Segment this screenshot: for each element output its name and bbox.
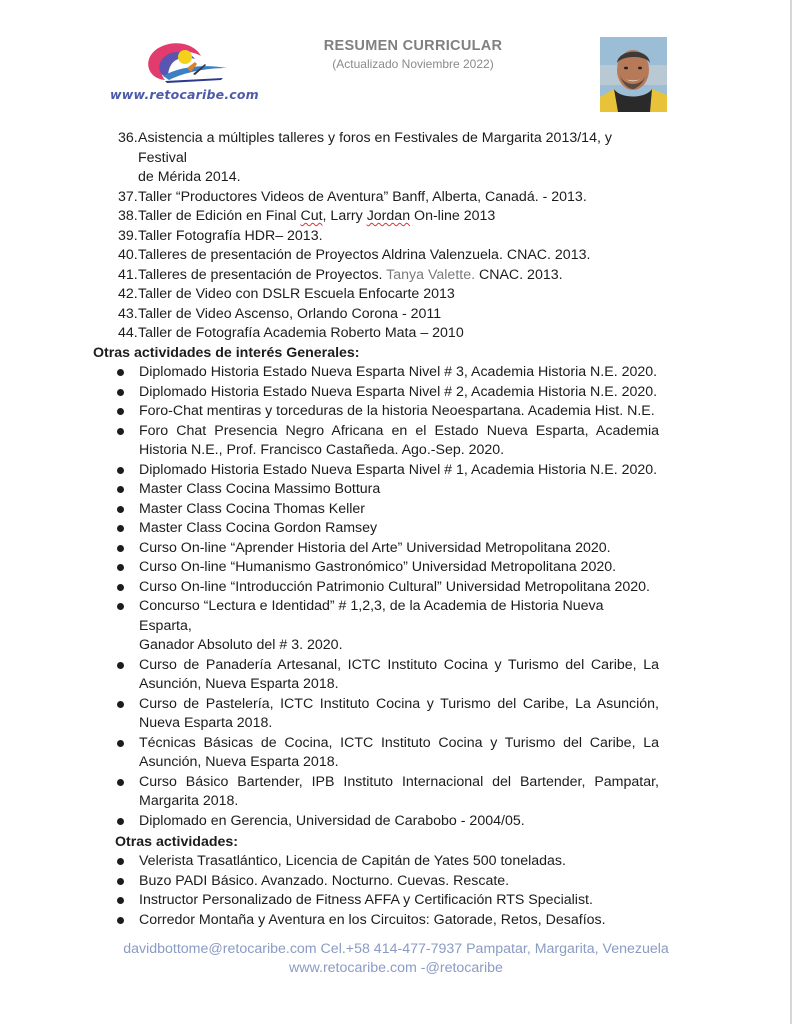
bullet-icon (117, 701, 124, 708)
list-item: 43. Taller de Video Ascenso, Orlando Corona - 2011 (118, 305, 442, 322)
list-item: Master Class Cocina Thomas Keller (115, 500, 659, 520)
list-item: Foro-Chat mentiras y torceduras de la historia Neoespartana. Academia Hist. N.E. (115, 402, 659, 422)
other-activities-list (115, 852, 659, 930)
list-item: Velerista Trasatlántico, Licencia de Capitán de Yates 500 toneladas. (115, 852, 659, 872)
bullet-icon (117, 545, 124, 552)
list-item: Técnicas Básicas de Cocina, ICTC Instituto Cocina y Turismo del Caribe, La Asunción, Nueva Esparta 2018. (115, 734, 659, 773)
list-item: Corredor Montaña y Aventura en los Circuitos: Gatorade, Retos, Desafíos. (115, 911, 659, 931)
section-title-general: Otras actividades de interés Generales: (93, 345, 360, 361)
list-item: Diplomado Historia Estado Nueva Esparta Nivel # 2, Academia Historia N.E. 2020. (115, 383, 659, 403)
bullet-icon (117, 603, 124, 610)
bullet-icon (117, 506, 124, 513)
bullet-icon (117, 564, 124, 571)
profile-photo (600, 37, 667, 112)
list-item: Instructor Personalizado de Fitness AFFA y Certificación RTS Specialist. (115, 891, 659, 911)
list-item: Diplomado en Gerencia, Universidad de Carabobo - 2004/05. (115, 812, 659, 832)
list-item: Curso On-line “Humanismo Gastronómico” Universidad Metropolitana 2020. (115, 558, 659, 578)
footer-web: www.retocaribe.com -@retocaribe (289, 960, 503, 976)
bullet-icon (117, 897, 124, 904)
list-item: 41. Talleres de presentación de Proyectos. Tanya Valette. CNAC. 2013. (118, 266, 563, 283)
bullet-icon (117, 740, 124, 747)
page-subtitle: (Actualizado Noviembre 2022) (332, 57, 494, 71)
bullet-icon (117, 584, 124, 591)
list-item: 40. Talleres de presentación de Proyectos Aldrina Valenzuela. CNAC. 2013. (118, 247, 591, 263)
list-item: Master Class Cocina Massimo Bottura (115, 480, 659, 500)
list-item: 44. Taller de Fotografía Academia Roberto Mata – 2010 (118, 325, 464, 341)
list-item: Curso On-line “Introducción Patrimonio Cultural” Universidad Metropolitana 2020. (115, 578, 659, 598)
bullet-icon (117, 818, 124, 825)
list-item: 38. Taller de Edición en Final Cut, Larry Jordan On-line 2013 (118, 208, 496, 224)
bullet-icon (117, 858, 124, 865)
list-item: Foro Chat Presencia Negro Africana en el Estado Nueva Esparta, Academia Historia N.E., Prof. Francisco Castañeda. Ago.-Sep. 2020. (115, 422, 659, 461)
spellcheck-word: Cut (300, 208, 323, 224)
bullet-icon (117, 389, 124, 396)
bullet-icon (117, 408, 124, 415)
logo-url-text: www.retocaribe.com (110, 87, 259, 102)
list-item: 37. Taller “Productores Videos de Aventura” Banff, Alberta, Canadá. - 2013. (118, 188, 587, 205)
bullet-icon (117, 662, 124, 669)
footer-contact: davidbottome@retocaribe.com Cel.+58 414-477-7937 Pampatar, Margarita, Venezuela (123, 941, 669, 957)
bullet-icon (117, 369, 124, 376)
list-item: Master Class Cocina Gordon Ramsey (115, 519, 659, 539)
bullet-icon (117, 917, 124, 924)
bullet-icon (117, 779, 124, 786)
list-item: 36. Asistencia a múltiples talleres y foros en Festivales de Margarita 2013/14, y Festival de Mérida 2014. (118, 130, 612, 185)
list-item: 42. Taller de Video con DSLR Escuela Enfocarte 2013 (118, 286, 455, 302)
bullet-icon (117, 525, 124, 532)
bullet-icon (117, 428, 124, 435)
list-item: Curso On-line “Aprender Historia del Arte” Universidad Metropolitana 2020. (115, 539, 659, 559)
logo-emblem-icon (135, 38, 230, 88)
numbered-course-list (118, 129, 663, 344)
bullet-icon (117, 467, 124, 474)
list-item: Concurso “Lectura e Identidad” # 1,2,3, de la Academia de Historia Nueva Esparta, Ganador Absoluto del # 3. 2020. (115, 597, 659, 656)
section-title-other: Otras actividades: (115, 834, 239, 850)
list-item: 39. Taller Fotografía HDR– 2013. (118, 227, 323, 244)
list-item: Curso Básico Bartender, IPB Instituto Internacional del Bartender, Pampatar, Margarita 2018. (115, 773, 659, 812)
list-item: Buzo PADI Básico. Avanzado. Nocturno. Cuevas. Rescate. (115, 872, 659, 892)
profile-photo-illustration (600, 37, 667, 112)
page-title: RESUMEN CURRICULAR (323, 38, 503, 54)
list-item: Diplomado Historia Estado Nueva Esparta Nivel # 1, Academia Historia N.E. 2020. (115, 461, 659, 481)
bullet-icon (117, 486, 124, 493)
bullet-icon (117, 878, 124, 885)
general-activities-list (115, 363, 659, 831)
list-item: Curso de Pastelería, ICTC Instituto Cocina y Turismo del Caribe, La Asunción, Nueva Esparta 2018. (115, 695, 659, 734)
list-item: Diplomado Historia Estado Nueva Esparta Nivel # 3, Academia Historia N.E. 2020. (115, 363, 659, 383)
list-item: Curso de Panadería Artesanal, ICTC Instituto Cocina y Turismo del Caribe, La Asunción, Nueva Esparta 2018. (115, 656, 659, 695)
retocaribe-logo (110, 38, 259, 104)
spellcheck-word: Jordan (366, 208, 411, 224)
